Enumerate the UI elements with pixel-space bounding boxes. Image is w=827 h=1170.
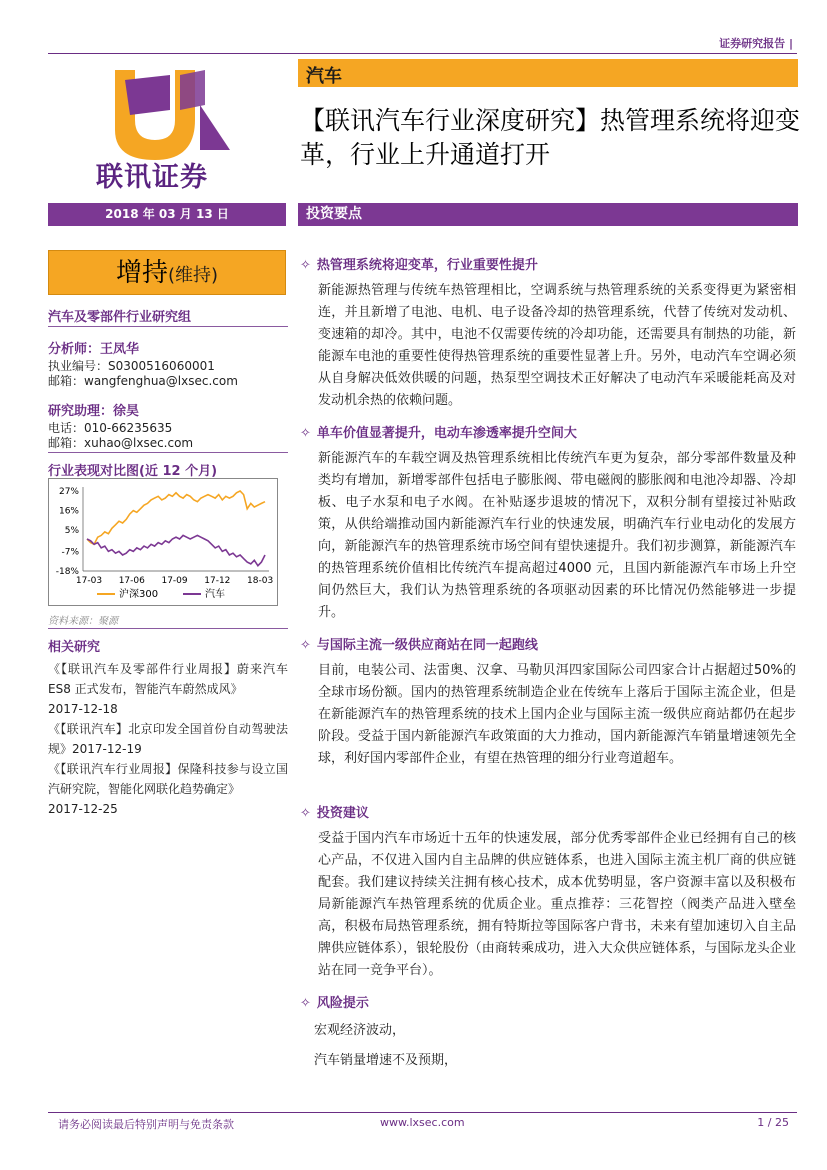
section-heading-3: ✧ 与国际主流一级供应商站在同一起跑线 <box>300 638 538 653</box>
legend-label: 沪深300 <box>119 589 159 600</box>
y-tick-label: -18% <box>55 567 79 577</box>
page-number: 1 / 25 <box>757 1116 789 1129</box>
analyst-name: 分析师：王凤华 <box>48 342 140 357</box>
report-title: 【联讯汽车行业深度研究】热管理系统将迎变革，行业上升通道打开 <box>300 106 801 169</box>
assistant-block <box>48 400 288 451</box>
related-item[interactable]: 《【联讯汽车及零部件行业周报】蔚来汽车ES8 正式发布，智能汽车蔚然成风》 <box>48 662 288 696</box>
rating-box <box>48 250 286 295</box>
x-tick-label: 17-03 <box>75 576 103 586</box>
related-item[interactable]: 2017-12-18 <box>48 702 118 716</box>
team-name: 汽车及零部件行业研究组 <box>48 310 192 325</box>
related-item[interactable]: 2017-12-25 <box>48 802 118 816</box>
performance-chart-svg <box>49 479 277 605</box>
analyst-license: 执业编号：S0300516060001 <box>48 359 215 373</box>
diamond-icon: ✧ <box>300 806 311 821</box>
left-divider-3 <box>48 628 288 629</box>
research-team <box>48 306 288 325</box>
series-line-0 <box>87 491 265 544</box>
website-link[interactable]: www.lxsec.com <box>380 1116 465 1129</box>
header-divider <box>48 53 797 54</box>
diamond-icon: ✧ <box>300 996 311 1011</box>
industry-banner <box>298 59 798 87</box>
section-heading-2: ✧ 单车价值显著提升，电动车渗透率提升空间大 <box>300 426 577 441</box>
performance-chart <box>48 478 278 606</box>
left-divider-1 <box>48 326 288 327</box>
section-heading-5: ✧ 风险提示 <box>300 996 369 1011</box>
risk-item-1: 宏观经济波动， <box>314 1023 406 1038</box>
key-points-heading: 投资要点 <box>298 203 798 226</box>
section-text-2: 新能源汽车的车载空调及热管理系统相比传统汽车更为复杂，部分零部件数量及种类均有增加，新增零部件包括电子膨胀阀、带电磁阀的膨胀阀和电池冷却器、冷却板、电子水泵和电子水阀。在补贴逐步退坡的情况下，双积分制有望接过补贴政策，从供给端推动国内新能源汽车行业的快速发展，明确汽车行业电动化的发展方向，新能源汽车的热管理系统市场空间有望快速提升。我们初步测算，新能源汽车的热管理系统价值相比传统汽车提高超过4000 元，且国内新能源汽车市场上升空间仍然巨大，我们认为热管理系统的各项驱动因素的环比情况仍然能够进一步提升。 <box>318 451 796 620</box>
company-name: 联讯证券 <box>96 162 208 193</box>
chart-title-block <box>48 460 288 479</box>
y-tick-label: 5% <box>64 526 79 537</box>
related-research <box>48 636 288 819</box>
assistant-phone: 电话：010-66235635 <box>48 421 173 435</box>
report-date: 2018 年 03 月 13 日 <box>48 203 286 226</box>
rating-main: 增持 <box>115 258 168 288</box>
chart-title: 行业表现对比图(近 12 个月) <box>48 464 218 479</box>
y-tick-label: 27% <box>58 487 79 497</box>
related-item[interactable]: 《【联讯汽车行业周报】保隆科技参与设立国汽研究院，智能化网联化趋势确定》 <box>48 762 288 796</box>
disclaimer-link[interactable]: 请务必阅读最后特别声明与免责条款 <box>58 1118 234 1131</box>
y-tick-label: 16% <box>58 506 79 517</box>
industry-label: 汽车 <box>306 66 342 87</box>
related-title: 相关研究 <box>48 640 101 655</box>
assistant-email[interactable]: 邮箱：xuhao@lxsec.com <box>48 436 194 450</box>
section-text-1: 新能源热管理与传统车热管理相比，空调系统与热管理系统的关系变得更为紧密相连，并且新增了电池、电机、电子设备冷却的热管理系统，代替了传统对发动机、变速箱的却冷。其中，电池不仅需要传统的冷却功能，还需要具有制热的功能，新能源车电池的重要性使得热管理系统的重要性显著上升。另外，电动汽车空调必须从自身解决低效供暖的问题，热泵型空调技术正好解决了电动汽车采暖能耗高及对发动机余热的依赖问题。 <box>318 283 796 408</box>
x-tick-label: 18-03 <box>247 576 274 586</box>
rating-sub: (维持) <box>167 265 219 286</box>
section-text-3: 目前，电装公司、法雷奥、汉拿、马勒贝洱四家国际公司四家合计占据超过50%的全球市场份额。国内的热管理系统制造企业在传统车上落后于国际主流企业，但是在新能源汽车的热管理系统的技术上国内企业与国际主流一级供应商站都仍在起步阶段。受益于国内新能源汽车政策面的大力推动，国内新能源汽车销量增速领先全球，利好国内零部件企业，有望在热管理的细分行业弯道超车。 <box>318 663 796 766</box>
x-tick-label: 17-12 <box>204 576 231 586</box>
section-text-4: 受益于国内汽车市场近十五年的快速发展，部分优秀零部件企业已经拥有自己的核心产品，不仅进入国内自主品牌的供应链体系，也进入国际主流主机厂商的供应链配套。我们建议持续关注拥有核心技术，成本优势明显，客户资源丰富以及积极布局新能源汽车热管理系统的优质企业。重点推荐：三花智控（阀类产品进入壁垒高，积极布局热管理系统，拥有特斯拉等国际客户背书，未来有望加速切入自主品牌供应链体系），银轮股份（由商转乘成功，进入大众供应链体系，与国际龙头企业站在同一竞争平台）。 <box>318 831 796 978</box>
analyst-block <box>48 338 288 389</box>
y-tick-label: -7% <box>61 547 79 558</box>
series-line-1 <box>87 535 265 565</box>
section-heading-4: ✧ 投资建议 <box>300 806 369 821</box>
x-tick-label: 17-06 <box>118 576 145 586</box>
related-item[interactable]: 《【联讯汽车】北京印发全国首份自动驾驶法规》2017-12-19 <box>48 722 288 756</box>
analyst-email[interactable]: 邮箱：wangfenghua@lxsec.com <box>48 374 238 388</box>
legend-label: 汽车 <box>205 589 225 600</box>
diamond-icon: ✧ <box>300 638 311 653</box>
diamond-icon: ✧ <box>300 258 311 273</box>
report-type-label: 证券研究报告 | <box>719 37 793 50</box>
section-heading-1: ✧ 热管理系统将迎变革，行业重要性提升 <box>300 258 538 273</box>
footer-divider <box>48 1112 797 1113</box>
chart-source: 资料来源：聚源 <box>48 616 118 627</box>
assistant-name: 研究助理：徐昊 <box>48 404 140 419</box>
x-tick-label: 17-09 <box>161 576 188 586</box>
diamond-icon: ✧ <box>300 426 311 441</box>
risk-item-2: 汽车销量增速不及预期， <box>314 1053 458 1068</box>
left-divider-2 <box>48 452 288 453</box>
